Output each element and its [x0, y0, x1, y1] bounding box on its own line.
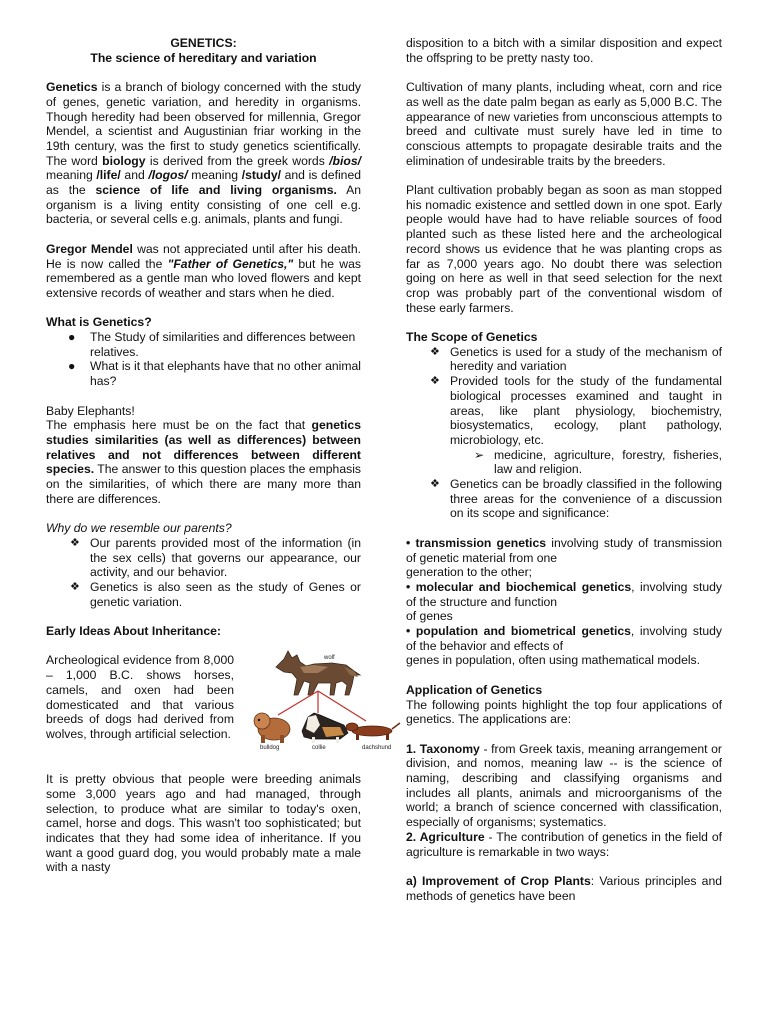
taxonomy-paragraph: 1. Taxonomy - from Greek taxis, meaning arrangement or division, and nomos, meaning law -- is the science of naming, describing and classifying organisms and includes all plants, animals and microorganisms of the world; a branch of science concerned with classification, especially of organisms; systematics.	[406, 741, 722, 830]
mendel-paragraph: Gregor Mendel was not appreciated until after his death. He is now called the "Father of Genetics," but he was remembered as a gentle man who loved flowers and kept extensive records of weather and stars when he died.	[46, 241, 361, 300]
diamond-bullet-icon: ❖	[70, 580, 80, 593]
list-item: ● What is it that elephants have that no other animal has?	[68, 359, 361, 389]
scope-heading: The Scope of Genetics	[406, 330, 538, 345]
area-population-cont: genes in population, often using mathematical models.	[406, 653, 701, 668]
dachshund-image	[346, 723, 400, 740]
diamond-bullet-icon: ❖	[430, 478, 440, 491]
list-item: ❖ Our parents provided most of the information (in the sex cells) that governs our appearance, our activity, and our behavior.	[70, 535, 361, 580]
scope-sublist	[406, 448, 722, 477]
emphasis-paragraph: The emphasis here must be on the fact that genetics studies similarities (as well as differences) between relatives and not differences between different species. The answer to this question places the emphasis on the similarities, of which there are many more than there are differences.	[46, 418, 361, 506]
area-transmission-cont: generation to the other;	[406, 565, 533, 580]
bullet-icon: ●	[68, 359, 76, 374]
why-resemble-list	[46, 536, 361, 610]
wolf-image	[276, 651, 360, 695]
breeding-paragraph: It is pretty obvious that people were breeding animals some 3,000 years ago and had managed, through selection, to produce what are similar to today's oxen, camel, horse and dogs. This wasn't too sophisticated; but indicates that they had some idea of inheritance. If you want a good guard dog, you would probably mate a male with a nasty	[46, 772, 361, 875]
application-intro: The following points highlight the top four applications of genetics. The applications are:	[406, 697, 722, 727]
bulldog-image	[254, 713, 290, 743]
scope-list	[406, 345, 722, 448]
area-transmission: • transmission genetics involving study of transmission of genetic material from one	[406, 535, 723, 565]
continued-paragraph: disposition to a bitch with a similar disposition and expect the offspring to be pretty nasty too.	[406, 36, 722, 65]
bulldog-label: bulldog	[260, 745, 280, 752]
list-item: ❖ Genetics is also seen as the study of Genes or genetic variation.	[70, 579, 361, 609]
list-item: ● The Study of similarities and differences between relatives.	[68, 330, 356, 359]
document-title: GENETICS:	[170, 36, 237, 50]
intro-paragraph: Genetics is a branch of biology concerned with the study of genes, genetic variation, and heredity in organisms. Though heredity had been observed for millennia, Gregor Mendel, a scientist and Augustinian friar working in the 19th century, was the first to study genetics scientifically. The word biology is derived from the greek words /bios/ meaning /life/ and /logos/ meaning /study/ and is defined as the science of life and living organisms. An organism is a living entity consisting of one cell e.g. bacteria, or several cells e.g. animals, plants and fungi.	[46, 80, 362, 227]
diamond-bullet-icon: ❖	[70, 536, 80, 549]
diamond-bullet-icon: ❖	[430, 375, 440, 388]
why-resemble-heading: Why do we resemble our parents?	[46, 521, 232, 536]
collie-image	[302, 713, 348, 743]
crop-improvement-paragraph: a) Improvement of Crop Plants: Various principles and methods of genetics have been	[406, 873, 722, 903]
plant-cultivation-paragraph: Plant cultivation probably began as soon as man stopped his nomadic existence and settled down in one spot. Early people would have had to have reliable sources of food planted such as these listed here and the archeological record shows us evidence that he was planting crops as far as 7,000 years ago. No doubt there was selection going on here as well in that seed selection for the next crop was probably part of the conventional wisdom of these early farmers.	[406, 183, 722, 315]
left-column	[46, 36, 392, 875]
what-is-genetics-heading: What is Genetics?	[46, 315, 152, 330]
application-heading: Application of Genetics	[406, 682, 543, 697]
collie-label: collie	[312, 745, 326, 752]
list-item: ➢ medicine, agriculture, forestry, fisheries, law and religion.	[474, 447, 722, 477]
right-column	[406, 36, 722, 903]
agriculture-paragraph: 2. Agriculture - The contribution of genetics in the field of agriculture is remarkable in two ways:	[406, 829, 722, 859]
bullet-icon: ●	[68, 330, 76, 345]
dog-breeds-figure	[248, 645, 408, 753]
document-subtitle: The science of hereditary and variation	[90, 50, 317, 65]
scope-list-continued	[406, 477, 722, 521]
area-population: • population and biometrical genetics, involving study of the behavior and effects of	[406, 624, 722, 653]
early-ideas-section	[46, 653, 392, 757]
wolf-label: wolf	[324, 655, 335, 662]
dachshund-label: dachshund	[362, 745, 392, 752]
early-ideas-text: Archeological evidence from 8,000 – 1,000 B.C. shows horses, camels, and oxen had been domesticated and that various breeds of dogs had derived from wolves, through artificial selection.	[46, 653, 234, 741]
baby-elephants-text: Baby Elephants!	[46, 403, 135, 418]
list-item: ❖ Provided tools for the study of the fundamental biological processes examined and taught in areas, like plant physiology, biochemistry, biosystematics, ecology, plant pathology, microbiology, etc.	[430, 374, 722, 447]
what-is-genetics-list	[46, 330, 361, 389]
list-item: ❖ Genetics can be broadly classified in the following three areas for the convenience of a discussion on its scope and significance:	[430, 477, 722, 521]
area-molecular: • molecular and biochemical genetics, involving study of the structure and function	[406, 579, 722, 609]
diamond-bullet-icon: ❖	[430, 345, 440, 358]
list-item: ❖ Genetics is used for a study of the mechanism of heredity and variation	[430, 344, 722, 374]
cultivation-paragraph: Cultivation of many plants, including wheat, corn and rice as well as the date palm began as early as 5,000 B.C. The appearance of new varieties from unconscious attempts to breed and cultivate must surely have led in time to conscious attempts to propagate desirable traits and the elimination of undesirable traits by the breeders.	[406, 80, 722, 168]
early-ideas-heading: Early Ideas About Inheritance:	[46, 624, 221, 639]
area-molecular-cont: of genes	[406, 609, 453, 624]
arrow-bullet-icon: ➢	[474, 447, 485, 462]
